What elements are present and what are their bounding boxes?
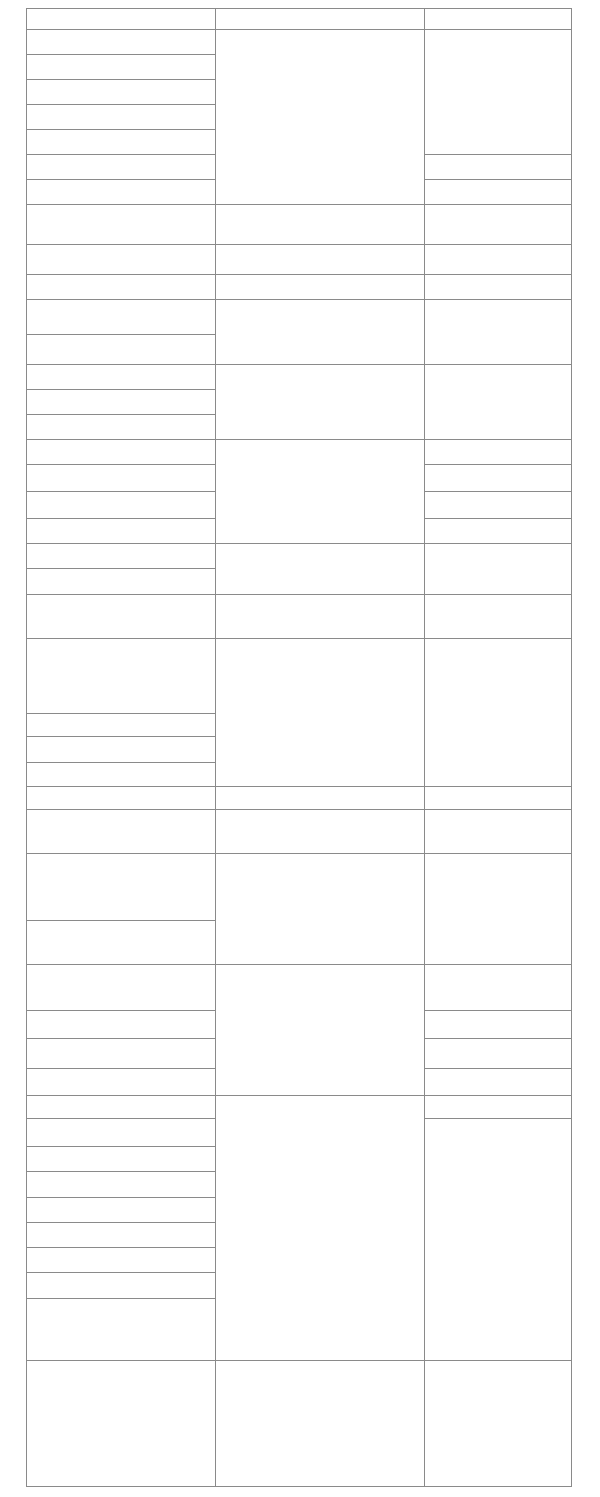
major-name	[26, 179, 216, 205]
note-empty	[424, 809, 572, 854]
major-name	[26, 244, 216, 275]
major-name	[26, 1010, 216, 1039]
admission-rule	[215, 299, 425, 365]
note-empty	[424, 364, 572, 440]
major-name	[26, 1068, 216, 1096]
major-name	[26, 154, 216, 180]
admission-rule	[215, 786, 425, 810]
major-name	[26, 414, 216, 440]
note-empty	[424, 179, 572, 205]
major-name	[26, 1171, 216, 1198]
admission-rule	[215, 29, 425, 205]
note-empty	[424, 518, 572, 544]
major-name	[26, 809, 216, 854]
admission-rule	[215, 274, 425, 300]
major-name	[26, 853, 216, 921]
admission-rule	[215, 364, 425, 440]
note-empty	[424, 594, 572, 639]
header-note	[424, 8, 572, 30]
note-empty	[424, 299, 572, 365]
admission-rule	[215, 853, 425, 965]
note-text	[424, 1038, 572, 1069]
admission-rule	[215, 594, 425, 639]
note-text	[424, 204, 572, 245]
major-name	[26, 464, 216, 492]
note-empty	[424, 1118, 572, 1361]
major-name	[26, 364, 216, 390]
admission-rules-table	[27, 9, 572, 1487]
major-name	[26, 594, 216, 639]
major-name	[26, 1197, 216, 1223]
major-name	[26, 713, 216, 737]
major-name	[26, 1222, 216, 1248]
major-name	[26, 491, 216, 519]
note-empty	[424, 1010, 572, 1039]
major-name	[26, 334, 216, 365]
major-name	[26, 439, 216, 465]
note-text	[424, 154, 572, 180]
admission-rule	[215, 439, 425, 544]
major-name	[26, 1247, 216, 1273]
major-name	[26, 920, 216, 965]
major-name	[26, 786, 216, 810]
header-rule	[215, 8, 425, 30]
major-name	[26, 568, 216, 595]
major-name	[26, 543, 216, 569]
major-name	[26, 1038, 216, 1069]
major-name	[26, 736, 216, 763]
admission-rule	[215, 638, 425, 787]
major-name	[26, 204, 216, 245]
admission-rule	[215, 809, 425, 854]
major-name	[26, 518, 216, 544]
admission-rule	[215, 244, 425, 275]
major-name	[26, 1146, 216, 1172]
major-name	[26, 1360, 216, 1487]
major-name	[26, 104, 216, 130]
note-empty	[424, 491, 572, 519]
admission-rule	[215, 1360, 425, 1487]
note-text	[424, 244, 572, 275]
major-name	[26, 638, 216, 714]
major-name	[26, 1118, 216, 1147]
major-name	[26, 129, 216, 155]
note-empty	[424, 29, 572, 155]
note-text	[424, 464, 572, 492]
major-name	[26, 1298, 216, 1361]
major-name	[26, 79, 216, 105]
major-name	[26, 54, 216, 80]
note-empty	[424, 439, 572, 465]
major-name	[26, 29, 216, 55]
admission-rule	[215, 964, 425, 1096]
admission-rule	[215, 204, 425, 245]
admission-rule	[215, 1095, 425, 1361]
major-name	[26, 274, 216, 300]
header-major	[26, 8, 216, 30]
note-empty	[424, 853, 572, 965]
major-name	[26, 964, 216, 1011]
note-empty	[424, 1068, 572, 1096]
admission-rule	[215, 543, 425, 595]
major-name	[26, 762, 216, 787]
note-text	[424, 1095, 572, 1119]
note-empty	[424, 786, 572, 810]
major-name	[26, 1095, 216, 1119]
note-empty	[424, 1360, 572, 1487]
note-empty	[424, 638, 572, 787]
note-empty	[424, 274, 572, 300]
major-name	[26, 389, 216, 415]
note-empty	[424, 964, 572, 1011]
note-empty	[424, 543, 572, 595]
major-name	[26, 299, 216, 335]
major-name	[26, 1272, 216, 1299]
